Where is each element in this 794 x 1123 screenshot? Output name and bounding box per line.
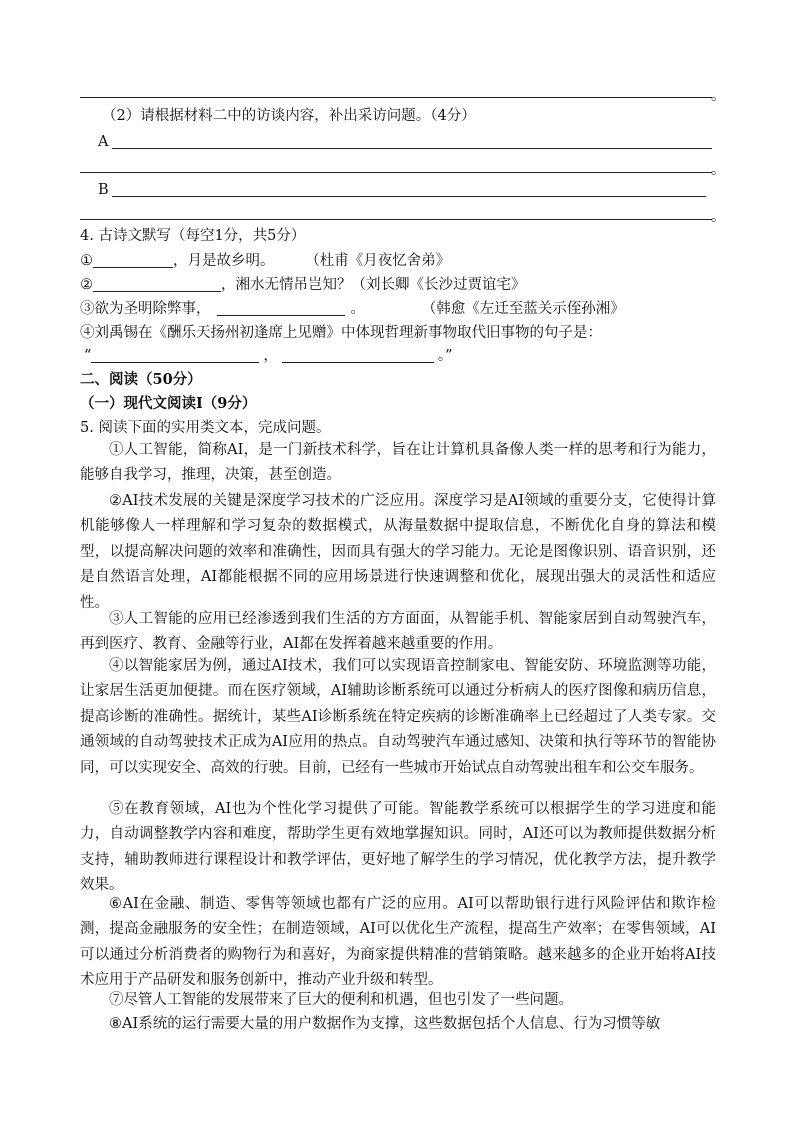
item-marker: ① — [80, 253, 93, 269]
question-intro: 5. 阅读下面的实用类文本，完成问题。 — [80, 420, 331, 436]
answer-line — [80, 97, 712, 98]
fill-blank[interactable] — [91, 347, 259, 363]
poem-line-3 — [80, 299, 625, 319]
subsection-heading: （一）现代文阅读Ⅰ（9分） — [80, 395, 257, 412]
question-heading: 4. 古诗文默写（每空1分，共5分） — [80, 228, 306, 244]
item-marker: ② — [80, 277, 93, 293]
poem-line-2 — [80, 275, 526, 295]
poem-text: 。 — [350, 301, 365, 317]
answer-label-a: A — [98, 134, 109, 150]
poem-line-1 — [80, 251, 450, 271]
end-mark: 。 — [711, 209, 726, 225]
passage-paragraph-7: ⑦尽管人工智能的发展带来了巨大的便利和机遇，但也引发了一些问题。 — [109, 992, 573, 1008]
passage-paragraph-1: ①人工智能，简称AI，是一门新技术科学，旨在让计算机具备像人类一样的思考和行为能力，能够自我学习，推理，决策，甚至创造。 — [80, 442, 716, 484]
passage-paragraph-4: ④以智能家居为例，通过AI技术，我们可以实现语音控制家电、智能安防、环境监测等功能，让家居生活更加便捷。而在医疗领域，AI辅助诊断系统可以通过分析病人的医疗图像和病历信息，提高诊断的准确性。据统计，某些AI诊断系统在特定疾病的诊断准确率上已经超过了人类专家。交通领域的自动驾驶技术正成为AI应用的热点。自动驾驶汽车通过感知、决策和执行等环节的智能协同，可以实现安全、高效的行驶。目前，已经有一些城市开始试点自动驾驶出租车和公交车服务。 — [80, 658, 716, 776]
answer-line-a-2[interactable] — [80, 172, 712, 173]
poem-text: ，月是故乡明。 — [173, 253, 275, 269]
poem-text: ，湘水无情吊岂知？（刘长卿《长沙过贾谊宅》 — [221, 277, 526, 293]
answer-label-b: B — [98, 182, 109, 198]
passage-paragraph-6: ⑥AI在金融、制造、零售等领域也都有广泛的应用。AI可以帮助银行进行风险评估和欺诈检测，提高金融服务的安全性；在制造领域，AI可以优化生产流程，提高生产效率；在零售领域，AI可以通过分析消费者的购物行为和喜好，为商家提供精准的营销策略。越来越多的企业开始将AI技术应用于产品研发和服务创新中，推动产业升级和转型。 — [80, 896, 716, 989]
quote-open: “ — [84, 348, 92, 364]
poem-line-4: ④刘禹锡在《酬乐天扬州初逢席上见赠》中体现哲理新事物取代旧事物的句子是： — [80, 325, 602, 341]
fill-blank[interactable] — [93, 252, 173, 268]
comma: ， — [263, 348, 278, 364]
quote-close: 。” — [437, 348, 453, 364]
passage-paragraph-2: ②AI技术发展的关键是深度学习技术的广泛应用。深度学习是AI领域的重要分支，它使得计算机能够像人一样理解和学习复杂的数据模式，从海量数据中提取信息，不断优化自身的算法和模型，以提高解决问题的效率和准确性，因而具有强大的学习能力。无论是图像识别、语音识别，还是自然语言处理，AI都能根据不同的应用场景进行快速调整和优化，展现出强大的灵活性和适应性。 — [80, 493, 716, 611]
answer-line-b[interactable] — [112, 196, 706, 197]
fill-blank[interactable] — [282, 347, 434, 363]
passage-paragraph-3: ③人工智能的应用已经渗透到我们生活的方方面面，从智能手机、智能家居到自动驾驶汽车，再到医疗、教育、金融等行业，AI都在发挥着越来越重要的作用。 — [80, 611, 716, 653]
end-mark: 。 — [711, 88, 726, 104]
end-mark: 。 — [711, 162, 726, 178]
passage-paragraph-5: ⑤在教育领域，AI也为个性化学习提供了可能。智能教学系统可以根据学生的学习进度和能力，自动调整教学内容和难度，帮助学生更有效地掌握知识。同时，AI还可以为教师提供数据分析支持，辅助教师进行课程设计和教学评估，更好地了解学生的学习情况，优化教学方法，提升教学效果。 — [80, 801, 716, 894]
answer-line-b-2[interactable] — [80, 219, 712, 220]
poem-source: （韩愈《左迁至蓝关示侄孙湘》 — [429, 301, 625, 317]
answer-line-a[interactable] — [112, 148, 712, 149]
fill-blank[interactable] — [93, 276, 221, 292]
question-prompt: （2）请根据材料二中的访谈内容，补出采访问题。（4分） — [102, 108, 476, 124]
poem-line-5 — [84, 346, 453, 366]
poem-text: ③欲为圣明除弊事， — [80, 301, 211, 317]
fill-blank[interactable] — [217, 300, 345, 316]
section-heading: 二、阅读（50分） — [80, 371, 202, 388]
poem-source: （杜甫《月夜忆舍弟》 — [312, 253, 451, 269]
passage-paragraph-8: ⑧AI系统的运行需要大量的用户数据作为支撑，这些数据包括个人信息、行为习惯等敏 — [109, 1016, 661, 1032]
